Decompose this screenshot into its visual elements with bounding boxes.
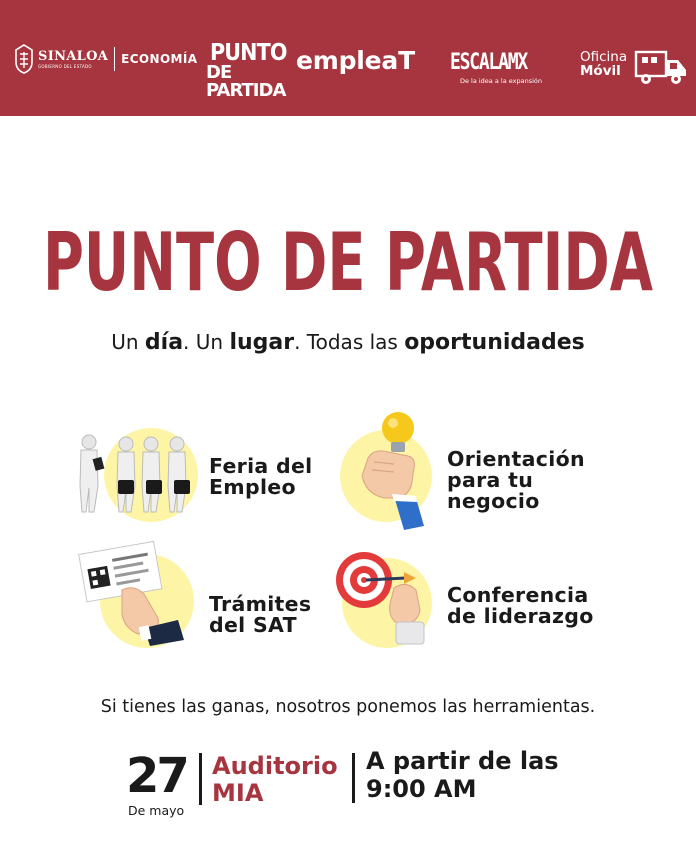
- sinaloa-name: SINALOA: [38, 48, 109, 64]
- feature-line: Orientación: [447, 447, 585, 471]
- oficina-line2: Móvil: [580, 63, 621, 80]
- tagline-part: Un: [111, 330, 145, 354]
- tax-document-hand-icon: [78, 540, 196, 646]
- economia-name: ECONOMÍA: [121, 52, 198, 66]
- escalamx-name: ESCALAMX: [450, 50, 528, 75]
- feature-line: negocio: [447, 489, 540, 513]
- state-seal-icon: [14, 44, 34, 74]
- event-title-text: PUNTO DE PARTIDA: [43, 216, 654, 309]
- event-title: [0, 196, 696, 316]
- oficina-line1: Oficina: [580, 49, 628, 65]
- feature-feria-empleo: [209, 456, 313, 498]
- header-bar: [0, 0, 696, 116]
- pdp-logo-line1: PUNTO: [210, 40, 287, 66]
- event-venue: [212, 753, 338, 807]
- feature-line: del SAT: [209, 613, 297, 637]
- closing-message: Si tienes las ganas, nosotros ponemos las herramientas.: [100, 697, 596, 717]
- tagline-part: . Todas las: [294, 330, 405, 354]
- feature-conferencia-liderazgo: [447, 585, 594, 627]
- feature-line: de liderazgo: [447, 604, 594, 628]
- target-dart-icon: [332, 548, 432, 646]
- business-people-icon: [74, 430, 196, 516]
- empleat-logo: empleaT: [296, 46, 415, 75]
- feature-orientacion-negocio: [447, 449, 585, 512]
- tagline: [0, 332, 696, 354]
- time-line1: A partir de las: [366, 747, 559, 775]
- time-line2: 9:00 AM: [366, 775, 477, 803]
- event-time: [366, 747, 559, 803]
- event-month: De mayo: [128, 803, 185, 818]
- pdp-logo-line2: DE PARTIDA: [206, 62, 286, 101]
- feature-line: Conferencia: [447, 583, 589, 607]
- sinaloa-economia-logo: [14, 44, 197, 74]
- info-divider: [352, 753, 355, 803]
- tagline-bold: día: [144, 330, 184, 355]
- oficina-movil-logo: [580, 50, 627, 78]
- feature-tramites-sat: [209, 594, 311, 636]
- info-divider: [199, 753, 202, 805]
- logo-divider: [114, 47, 115, 71]
- escalamx-tagline: De la idea a la expansión: [459, 77, 543, 85]
- tagline-part: . Un: [183, 330, 230, 354]
- lightbulb-hand-icon: [354, 406, 438, 532]
- tagline-bold: oportunidades: [404, 330, 585, 355]
- escalamx-logo: [450, 52, 544, 85]
- tagline-bold: lugar: [229, 330, 295, 355]
- feature-line: Trámites: [209, 592, 312, 616]
- punto-de-partida-logo: [206, 40, 287, 101]
- sinaloa-subtitle: GOBIERNO DEL ESTADO: [38, 63, 92, 69]
- feature-line: Feria del: [209, 454, 313, 478]
- event-day: 27: [126, 748, 187, 804]
- delivery-truck-icon: [634, 48, 688, 86]
- feature-line: para tu: [447, 468, 534, 492]
- venue-line2: MIA: [212, 779, 264, 807]
- venue-line1: Auditorio: [212, 752, 338, 780]
- feature-line: Empleo: [209, 475, 296, 499]
